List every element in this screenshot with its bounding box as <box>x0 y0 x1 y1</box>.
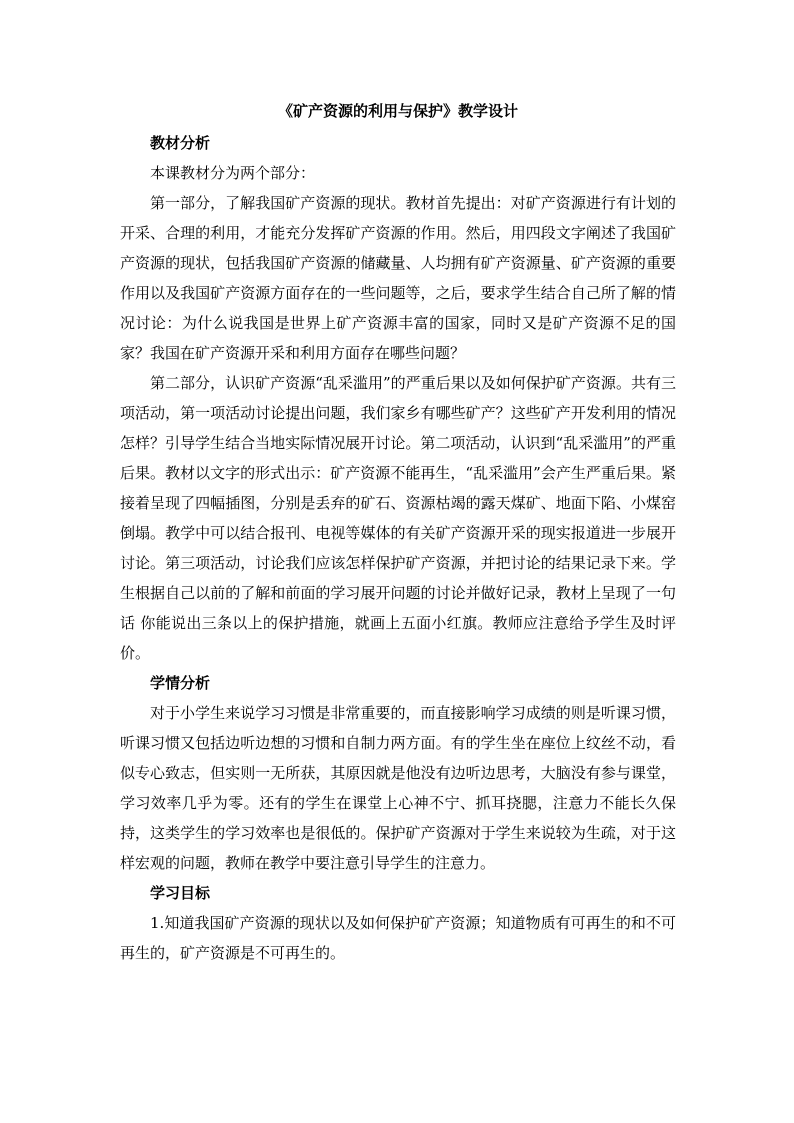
section-heading-material-analysis: 教材分析 <box>150 134 211 152</box>
document-title: 《矿产资源的利用与保护》教学设计 <box>277 102 518 120</box>
document-page <box>120 96 676 968</box>
paragraph-part-one: 第一部分，了解我国矿产资源的现状。教材首先提出：对矿产资源进行有计划的开采、合理的利用，才能充分发挥矿产资源的作用。然后，用四段文字阐述了我国矿产资源的现状，包括我国矿产资源的储藏量、人均拥有矿产资源量、矿产资源的重要作用以及我国矿产资源方面存在的一些问题等，之后，要求学生结合自己所了解的情况讨论：为什么说我国是世界上矿产资源丰富的国家，同时又是矿产资源不足的国家？我国在矿产资源开采和利用方面存在哪些问题？ <box>120 194 676 362</box>
section-heading-student-analysis: 学情分析 <box>150 674 211 692</box>
paragraph-goal-one: 1.知道我国矿产资源的现状以及如何保护矿产资源；知道物质有可再生的和不可再生的，矿产资源是不可再生的。 <box>120 914 676 962</box>
paragraph-intro: 本课教材分为两个部分： <box>150 164 316 182</box>
paragraph-part-two: 第二部分，认识矿产资源“乱采滥用”的严重后果以及如何保护矿产资源。共有三项活动，第一项活动讨论提出问题，我们家乡有哪些矿产？这些矿产开发利用的情况怎样？引导学生结合当地实际情况展开讨论。第二项活动，认识到“乱采滥用”的严重后果。教材以文字的形式出示：矿产资源不能再生，“乱采滥用”会产生严重后果。紧接着呈现了四幅插图，分别是丢弃的矿石、资源枯竭的露天煤矿、地面下陷、小煤窑倒塌。教学中可以结合报刊、电视等媒体的有关矿产资源开采的现实报道进一步展开讨论。第三项活动，讨论我们应该怎样保护矿产资源，并把讨论的结果记录下来。学生根据自己以前的了解和前面的学习展开问题的讨论并做好记录，教材上呈现了一句话 你能说出三条以上的保护措施，就画上五面小红旗。教师应注意给予学生及时评价。 <box>120 374 676 662</box>
paragraph-student-analysis: 对于小学生来说学习习惯是非常重要的，而直接影响学习成绩的则是听课习惯，听课习惯又包括边听边想的习惯和自制力两方面。有的学生坐在座位上纹丝不动，看似专心致志，但实则一无所获，其原因就是他没有边听边思考，大脑没有参与课堂，学习效率几乎为零。还有的学生在课堂上心神不宁、抓耳挠腮，注意力不能长久保持，这类学生的学习效率也是很低的。保护矿产资源对于学生来说较为生疏，对于这样宏观的问题，教师在教学中要注意引导学生的注意力。 <box>120 704 676 872</box>
section-heading-learning-goals: 学习目标 <box>150 884 211 902</box>
